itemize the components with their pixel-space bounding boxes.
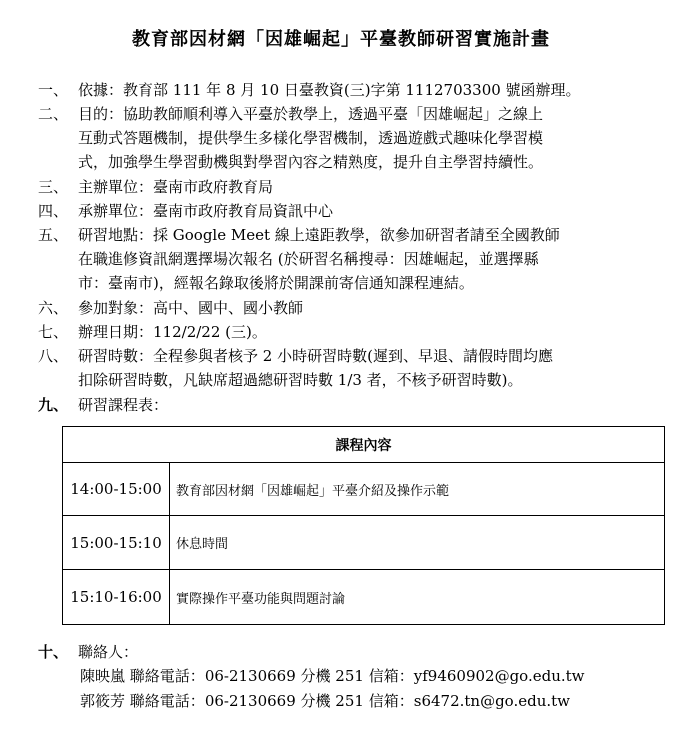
item-number: 六、 — [38, 299, 69, 317]
item-line: 採 Google Meet 線上遠距教學，欲參加研習者請至全國教師 — [153, 226, 560, 244]
item-number: 八、 — [38, 347, 69, 365]
item-line: 全程參與者核予 2 小時研習時數(遲到、早退、請假時間均應 — [153, 347, 553, 365]
schedule-table — [62, 426, 665, 625]
item-line: 臺南市政府教育局 — [153, 178, 274, 196]
item-label: 主辦單位： — [78, 178, 154, 196]
schedule-time: 14:00-15:00 — [63, 463, 170, 516]
contact-name: 郭筱芳 — [80, 692, 126, 710]
contact-phone-label: 聯絡電話： — [129, 667, 205, 685]
item-number: 三、 — [38, 178, 69, 196]
item-label: 目的： — [78, 105, 124, 123]
item-line: 式，加強學生學習動機與對學習內容之精熟度，提升自主學習持續性。 — [78, 153, 544, 171]
contact-heading — [38, 640, 138, 664]
item-line: 協助教師順利導入平臺於教學上，透過平臺「因雄崛起」之線上 — [123, 105, 544, 123]
item-number: 四、 — [38, 202, 69, 220]
item-line: 互動式答題機制，提供學生多樣化學習機制，透過遊戲式趣味化學習模 — [78, 129, 544, 147]
contact-phone: 06-2130669 分機 251 — [204, 667, 364, 685]
item-number: 七、 — [38, 323, 69, 341]
item-line: 扣除研習時數，凡缺席超過總研習時數 1/3 者，不核予研習時數)。 — [78, 371, 523, 389]
item-label: 研習課程表： — [78, 396, 169, 414]
contact-email-label: 信箱： — [368, 692, 414, 710]
contact-label: 聯絡人： — [78, 643, 139, 661]
contact-person — [80, 664, 585, 688]
item-line: 高中、國中、國小教師 — [153, 299, 304, 317]
schedule-content: 休息時間 — [170, 516, 665, 570]
item-number: 二、 — [38, 105, 69, 123]
item-label: 研習地點： — [78, 226, 154, 244]
table-row — [63, 570, 665, 625]
table-row — [63, 516, 665, 570]
item-line: 112/2/22 (三)。 — [153, 323, 267, 341]
item-line: 在職進修資訊網選擇場次報名 (於研習名稱搜尋：因雄崛起，並選擇縣 — [78, 250, 539, 268]
item-label: 承辦單位： — [78, 202, 154, 220]
schedule-time: 15:00-15:10 — [63, 516, 170, 570]
item-line: 市：臺南市)，經報名錄取後將於開課前寄信通知課程連結。 — [78, 274, 474, 292]
contact-phone-label: 聯絡電話： — [129, 692, 205, 710]
contact-email[interactable]: yf9460902@go.edu.tw — [413, 667, 585, 685]
table-row — [63, 463, 665, 516]
contact-email[interactable]: s6472.tn@go.edu.tw — [413, 692, 570, 710]
schedule-time: 15:10-16:00 — [63, 570, 170, 625]
item-label: 辦理日期： — [78, 323, 154, 341]
item-number: 一、 — [38, 81, 69, 99]
document-title: 教育部因材網「因雄崛起」平臺教師研習實施計畫 — [132, 29, 550, 50]
schedule-content: 實際操作平臺功能與問題討論 — [170, 570, 665, 625]
schedule-header-row — [63, 427, 665, 463]
contact-email-label: 信箱： — [368, 667, 414, 685]
contact-person — [80, 689, 570, 713]
schedule-content: 教育部因材網「因雄崛起」平臺介紹及操作示範 — [170, 463, 665, 516]
item-number: 九、 — [38, 396, 69, 414]
item-label: 參加對象： — [78, 299, 154, 317]
item-line: 臺南市政府教育局資訊中心 — [153, 202, 334, 220]
item-label: 依據： — [78, 81, 124, 99]
item-number: 十、 — [38, 643, 69, 661]
schedule-header: 課程內容 — [63, 427, 665, 463]
item-number: 五、 — [38, 226, 69, 244]
item-label: 研習時數： — [78, 347, 154, 365]
contact-phone: 06-2130669 分機 251 — [204, 692, 364, 710]
item-line: 教育部 111 年 8 月 10 日臺教資(三)字第 1112703300 號函辦理。 — [123, 81, 581, 99]
contact-name: 陳映嵐 — [80, 667, 126, 685]
